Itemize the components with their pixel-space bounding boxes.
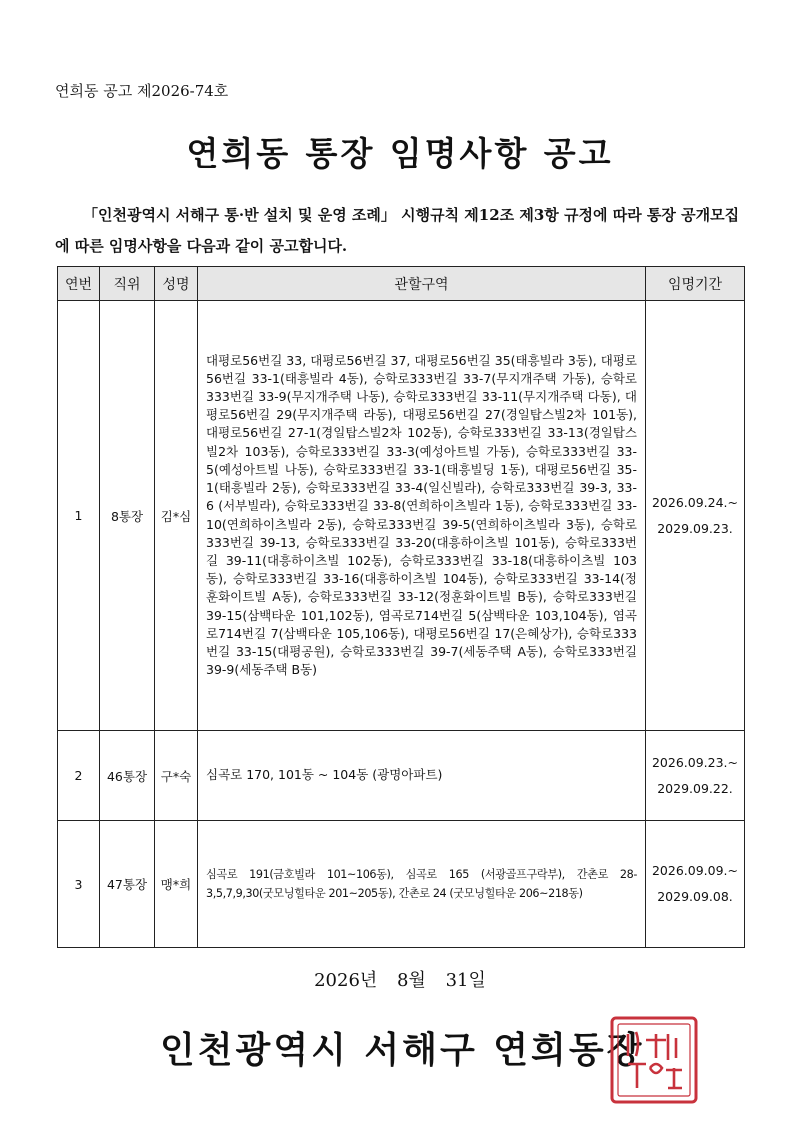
header-no: 연번 xyxy=(58,267,100,301)
header-position: 직위 xyxy=(100,267,155,301)
row-term xyxy=(646,821,745,948)
term-start: 2026.09.24.~ xyxy=(651,494,739,510)
table-row xyxy=(58,301,745,731)
term-end: 2029.09.08. xyxy=(657,889,733,904)
term-end: 2029.09.22. xyxy=(657,780,733,796)
table-row xyxy=(58,821,745,948)
seal-glyphs xyxy=(628,1032,682,1088)
header-term: 임명기간 xyxy=(646,267,745,301)
row-term xyxy=(646,301,745,731)
table-header-row xyxy=(58,267,745,301)
row-name: 구*숙 xyxy=(155,731,198,821)
row-area: 심곡로 191(금호빌라 101~106동), 심곡로 165 (서광골프구락부), 간촌로 28-3,5,7,9,30(굿모닝힐타운 201~205동), 간촌로 24 (굿모닝힐타운 206~218동) xyxy=(198,821,646,948)
notice-date: 2026년 8월 31일 xyxy=(314,970,486,991)
row-name: 맹*희 xyxy=(155,821,198,948)
row-no: 1 xyxy=(58,301,100,731)
row-position: 8통장 xyxy=(100,301,155,731)
row-no: 2 xyxy=(58,731,100,821)
row-area: 대평로56번길 33, 대평로56번길 37, 대평로56번길 35(태흥빌라 3동), 대평로56번길 33-1(태흥빌라 4동), 승학로333번길 33-7(무지개주택 가동), 승학로333번길 33-9(무지개주택 나동), 승학로333번길 33-11(무지개주택 다동), 대평로56번길 29(무지개주택 라동), 대평로56번길 27(경일탑스빌2차 101동), 대평로56번길 27-1(경일탑스빌2차 102동), 승학로333번길 33-13(경일탑스빌2차 103동), 승학로333번길 33-3(예성아트빌 가동), 승학로333번길 33-5(예성아트빌 나동), 승학로333번길 33-1(태흥빌딩 1동), 대평로56번길 35-1(태흥빌라 2동), 승학로333번길 33-4(일신빌라), 승학로333번길 39-3, 33-6 (서부빌라), 승학로333번길 33-8(연희하이츠빌라 1동), 승학로333번길 33-10(연희하이츠빌라 2동), 승학로333번길 39-5(연희하이츠빌라 3동), 승학로333번길 39-13, 승학로333번길 33-20(대흥하이츠빌 101동), 승학로333번길 39-11(대흥하이츠빌 102동), 승학로333번길 33-18(대흥하이츠빌 103동), 승학로333번길 33-16(대흥하이츠빌 104동), 승학로333번길 33-14(정훈화이트빌 A동), 승학로333번길 33-12(정훈화이트빌 B동), 승학로333번길 39-15(삼백타운 101,102동), 염곡로714번길 5(삼백타운 103,104동), 염곡로714번길 7(삼백타운 105,106동), 대평로56번길 17(은혜상가), 승학로333번길 33-15(대평공원), 승학로333번길 39-7(세동주택 A동), 승학로333번길 39-9(세동주택 B동) xyxy=(198,301,646,731)
appointment-table xyxy=(57,266,745,948)
term-start: 2026.09.23.~ xyxy=(651,754,739,770)
intro-paragraph: 「인천광역시 서해구 통·반 설치 및 운영 조례」 시행규칙 제12조 제3항 규정에 따라 통장 공개모집에 따른 임명사항을 다음과 같이 공고합니다. xyxy=(55,206,740,255)
row-no: 3 xyxy=(58,821,100,948)
row-position: 47통장 xyxy=(100,821,155,948)
row-name: 김*심 xyxy=(155,301,198,731)
official-seal-stamp xyxy=(606,1012,702,1108)
table-row xyxy=(58,731,745,821)
header-name: 성명 xyxy=(155,267,198,301)
document-title: 연희동 통장 임명사항 공고 xyxy=(186,134,614,173)
row-position: 46통장 xyxy=(100,731,155,821)
issuer-name: 인천광역시 서해구 연희동장 xyxy=(160,1029,645,1071)
header-area: 관할구역 xyxy=(198,267,646,301)
term-start: 2026.09.09.~ xyxy=(651,863,739,878)
row-area: 심곡로 170, 101동 ~ 104동 (광명아파트) xyxy=(198,731,646,821)
seal-border xyxy=(612,1018,696,1102)
term-end: 2029.09.23. xyxy=(657,520,733,536)
row-term xyxy=(646,731,745,821)
notice-number: 연희동 공고 제2026-74호 xyxy=(55,82,229,100)
